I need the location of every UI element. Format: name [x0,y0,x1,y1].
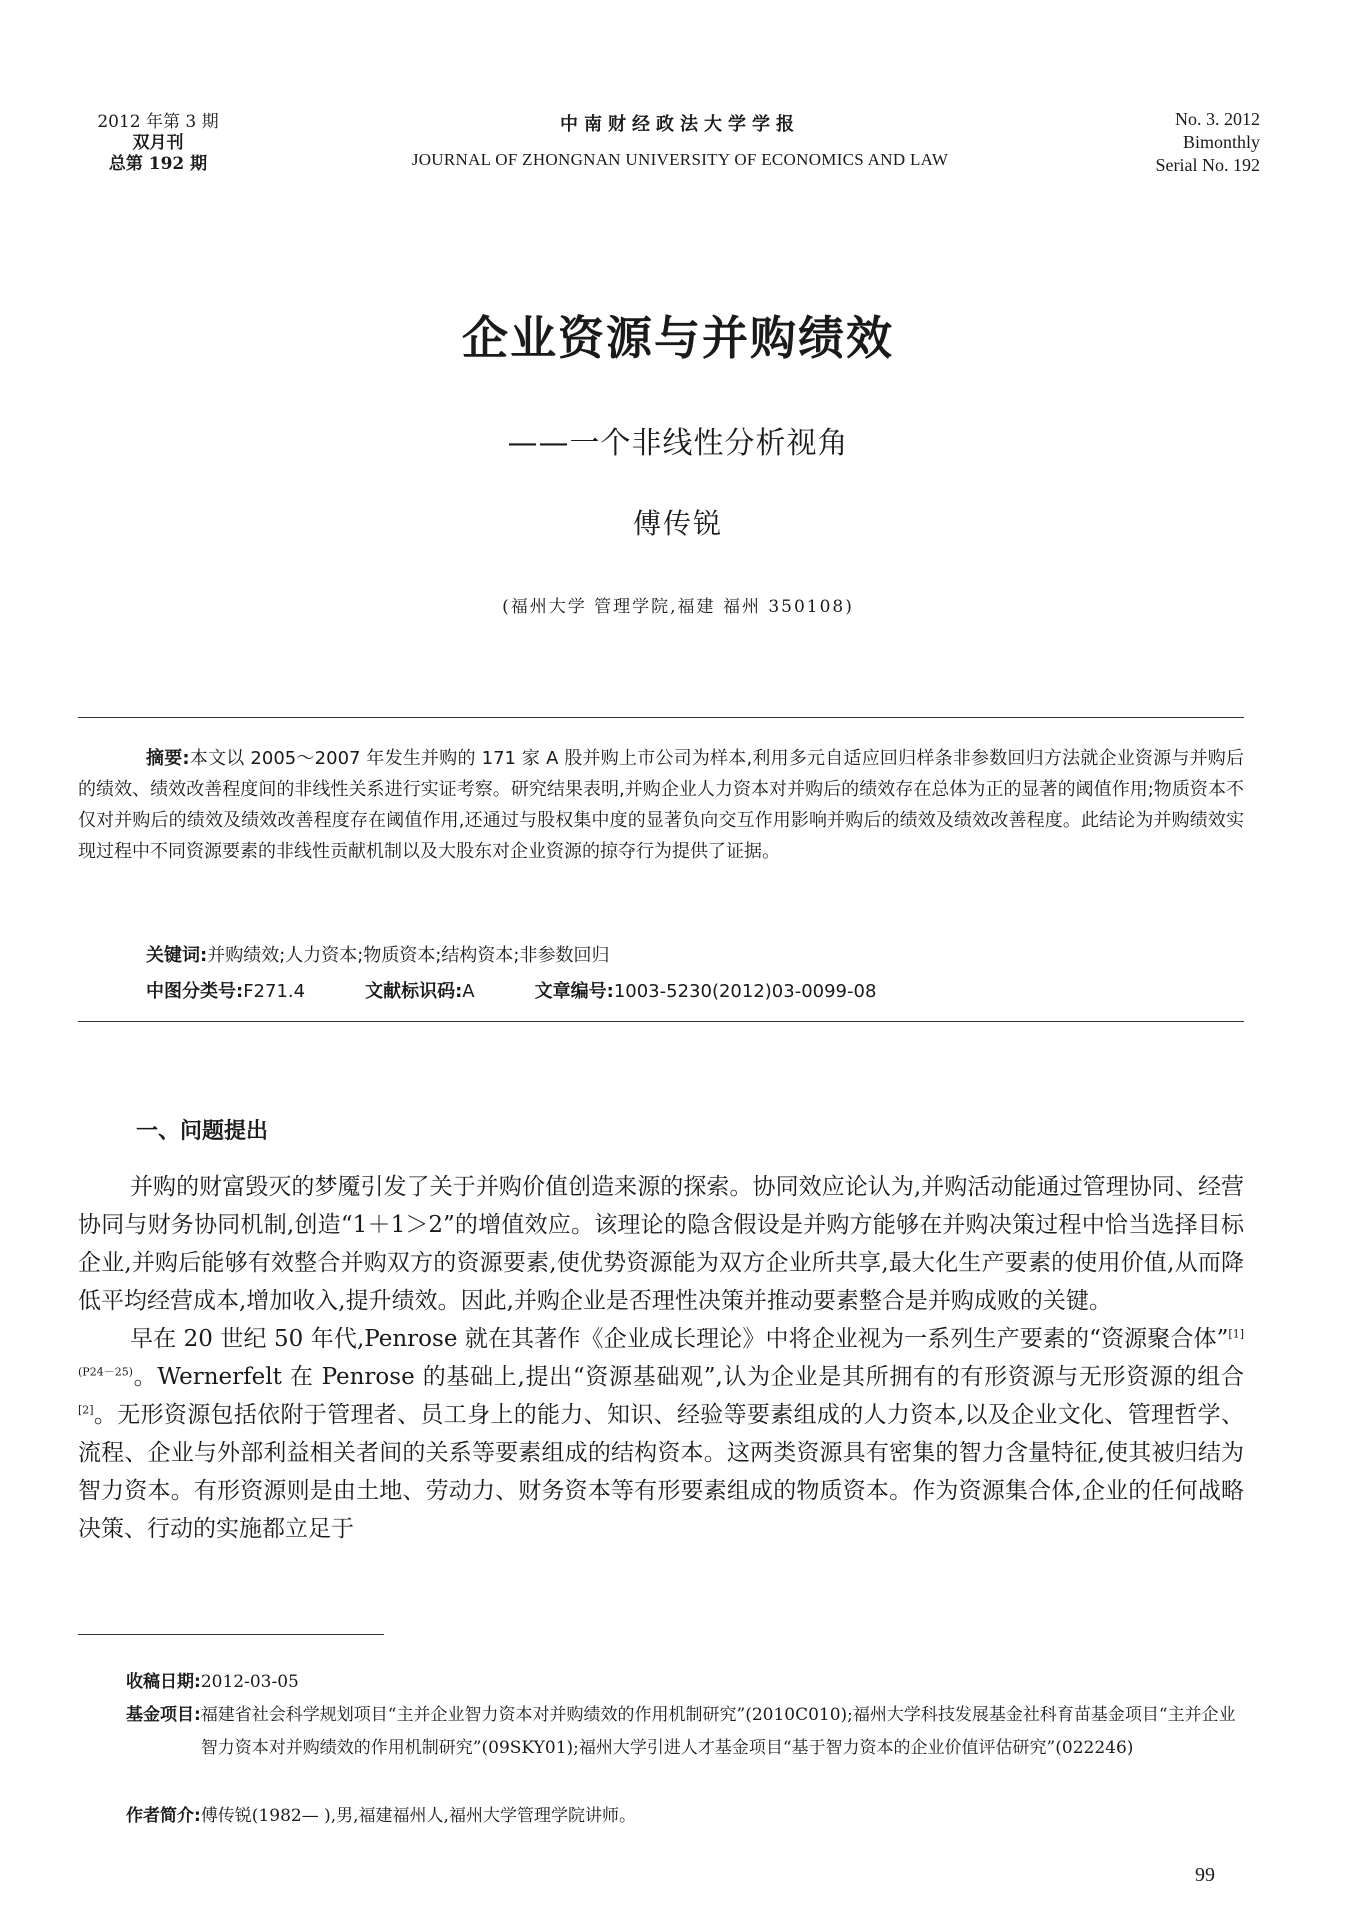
fund-info [126,1699,1250,1765]
article-author: 傅传锐 [632,507,723,540]
footnote-rule [78,1634,384,1635]
body-text [78,1168,1244,1548]
keywords-text: 并购绩效;人力资本;物质资本;结构资本;非参数回归 [207,945,610,966]
page-number: 99 [1195,1864,1215,1886]
abstract-text: 本文以 2005～2007 年发生并购的 171 家 A 股并购上市公司为样本,利用多元自适应回归样条非参数回归方法就企业资源与并购后的绩效、绩效改善程度间的非线性关系进行实证考察。研究结果表明,并购企业人力资本对并购后的绩效存在总体为正的显著的阈值作用;物质资本不仅对并购后的绩效及绩效改善程度存在阈值作用,还通过与股权集中度的显著负向交互作用影响并购后的绩效及绩效改善程度。此结论为并购绩效实现过程中不同资源要素的非线性贡献机制以及大股东对企业资源的掠夺行为提供了证据。 [78,748,1244,862]
issue-number: 2012 年第 3 期 [97,112,219,132]
article-title: 企业资源与并购绩效 [462,311,894,365]
received-value: 2012-03-05 [200,1672,299,1692]
fund-label: 基金项目: [126,1705,201,1725]
clc-value: F271.4 [243,981,306,1002]
author-bio [126,1800,1250,1833]
journal-name [320,110,1040,170]
keywords-label: 关键词: [146,945,208,966]
issue-info-en [1090,108,1260,177]
classification-line [146,977,876,1003]
issue-frequency-en: Bimonthly [1182,132,1260,152]
received-label: 收稿日期: [126,1672,201,1692]
clc-label: 中图分类号: [146,981,244,1002]
author-bio-label: 作者简介: [126,1806,201,1826]
issue-serial-en: Serial No. 192 [1155,155,1260,175]
issue-serial: 总第 192 期 [108,154,208,174]
keywords [146,941,609,967]
author-affiliation: (福州大学 管理学院,福建 福州 350108) [502,597,854,617]
article-number-value: 1003-5230(2012)03-0099-08 [613,981,877,1002]
paragraph [78,1320,1244,1548]
author-bio-value: 傅传锐(1982— ),男,福建福州人,福州大学管理学院讲师。 [200,1806,636,1826]
issue-number-en: No. 3. 2012 [1175,109,1260,129]
citation: [1](P24－25) [78,1327,1244,1379]
doc-code-label: 文献标识码: [365,981,463,1002]
abstract [78,743,1244,867]
paragraph-text: 早在 20 世纪 50 年代,Penrose 就在其著作《企业成长理论》中将企业视为一系列生产要素的“资源聚合体” [130,1326,1229,1352]
journal-name-en: JOURNAL OF ZHONGNAN UNIVERSITY OF ECONOMICS AND LAW [411,150,949,169]
issue-frequency: 双月刊 [132,133,184,153]
journal-name-cn: 中南财经政法大学学报 [560,114,800,135]
abstract-top-rule [78,717,1244,718]
article-number-label: 文章编号: [534,981,614,1002]
doc-code-value: A [462,981,475,1002]
section-heading: 一、问题提出 [136,1119,269,1144]
citation: [2] [78,1403,94,1417]
issue-info [78,112,238,175]
paragraph-text: 。无形资源包括依附于管理者、员工身上的能力、知识、经验等要素组成的人力资本,以及企业文化、管理哲学、流程、企业与外部利益相关者间的关系等要素组成的结构资本。这两类资源具有密集的智力含量特征,使其被归结为智力资本。有形资源则是由土地、劳动力、财务资本等有形要素组成的物质资本。作为资源集合体,企业的任何战略决策、行动的实施都立足于 [78,1402,1244,1542]
received-date [126,1666,1250,1699]
paragraph-text: 。Wernerfelt 在 Penrose 的基础上,提出“资源基础观”,认为企业是其所拥有的有形资源与无形资源的组合 [132,1364,1244,1390]
abstract-label: 摘要: [146,748,190,769]
article-subtitle: ——一个非线性分析视角 [507,426,849,461]
abstract-bottom-rule [78,1021,1244,1022]
fund-value: 福建省社会科学规划项目“主并企业智力资本对并购绩效的作用机制研究”(2010C010);福州大学科技发展基金社科育苗基金项目“主并企业智力资本对并购绩效的作用机制研究”(09SKY01);福州大学引进人才基金项目“基于智力资本的企业价值评估研究”(022246) [200,1705,1236,1758]
paragraph: 并购的财富毁灭的梦魇引发了关于并购价值创造来源的探索。协同效应论认为,并购活动能通过管理协同、经营协同与财务协同机制,创造“1＋1＞2”的增值效应。该理论的隐含假设是并购方能够在并购决策过程中恰当选择目标企业,并购后能够有效整合并购双方的资源要素,使优势资源能为双方企业所共享,最大化生产要素的使用价值,从而降低平均经营成本,增加收入,提升绩效。因此,并购企业是否理性决策并推动要素整合是并购成败的关键。 [78,1174,1244,1314]
